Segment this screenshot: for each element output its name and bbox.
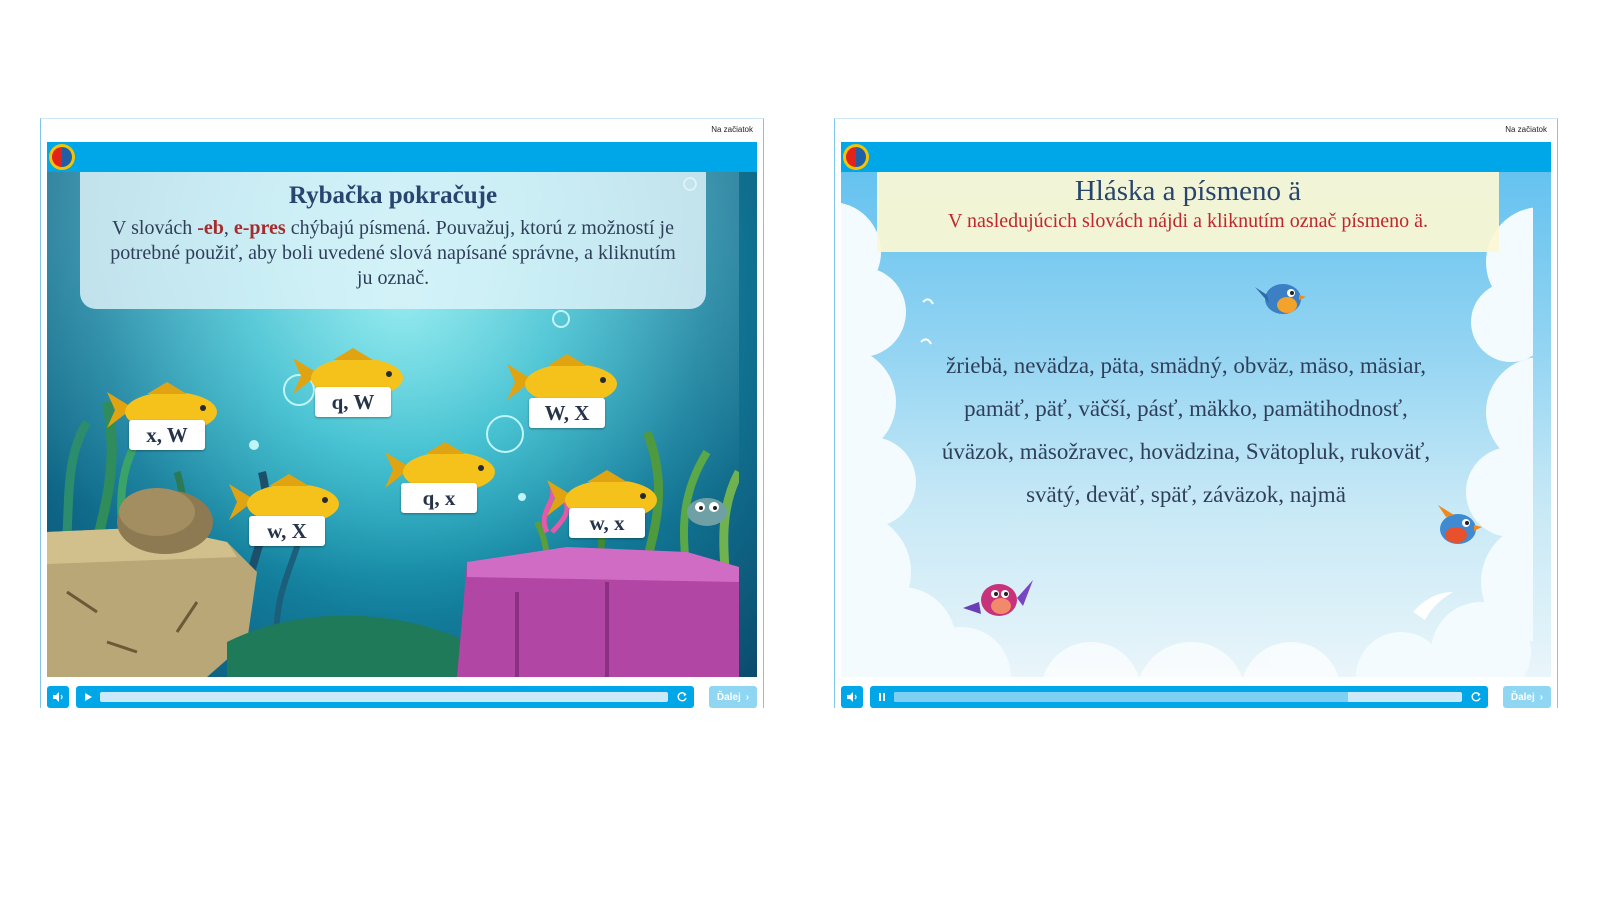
slide-title: Hláska a písmeno ä (1074, 175, 1302, 207)
logo-icon (47, 142, 77, 172)
play-icon (83, 692, 93, 702)
option-button[interactable]: w, x (569, 508, 645, 538)
pause-button[interactable] (874, 689, 890, 705)
next-label: Ďalej (716, 691, 741, 703)
word-line[interactable]: úväzok, mäsožravec, hovädzina, Svätopluk, rukoväť, (941, 439, 1431, 464)
replay-icon (676, 691, 688, 703)
word-line[interactable]: pamäť, päť, väčší, pásť, mäkko, pamätihodnosť, (964, 396, 1408, 421)
next-label: Ďalej (1510, 691, 1535, 703)
option-button[interactable]: w, X (249, 516, 325, 546)
progress-fill (894, 692, 1348, 702)
option-button[interactable]: q, x (401, 483, 477, 513)
word-line[interactable]: svätý, deväť, späť, záväzok, najmä (1026, 482, 1346, 507)
option-button[interactable]: x, W (129, 420, 205, 450)
slide-title: Rybačka pokračuje (288, 182, 498, 209)
lesson-panel-letter-a (834, 118, 1558, 708)
next-button[interactable] (709, 686, 757, 708)
next-button[interactable] (1503, 686, 1551, 708)
speaker-icon (846, 691, 858, 703)
pause-icon (877, 692, 887, 702)
progress-track[interactable] (894, 692, 1462, 702)
word-line[interactable]: žriebä, nevädza, päta, smädný, obväz, mäso, mäsiar, (946, 353, 1426, 378)
instruction-box (80, 172, 706, 309)
instruction-comma: , (223, 217, 234, 239)
instruction-post: chýbajú písmená. Pouvažuj, ktorú z možností je potrebné použiť, aby boli uvedené slová napísané správne, a kliknutím ju označ. (110, 217, 676, 289)
highlight-epres: e-pres (233, 217, 286, 239)
home-link[interactable]: Na začiatok (1505, 125, 1547, 134)
replay-button[interactable] (674, 689, 690, 705)
word-list (901, 344, 1471, 516)
media-player (76, 686, 694, 708)
play-button[interactable] (80, 689, 96, 705)
top-bar (841, 142, 1551, 172)
sound-button[interactable] (47, 686, 69, 708)
instruction-text (108, 216, 678, 291)
instruction-pre: V slovách (112, 217, 198, 239)
sky-scene (841, 172, 1551, 677)
replay-button[interactable] (1468, 689, 1484, 705)
top-bar (47, 142, 757, 172)
instruction-text: V nasledujúcich slovách nájdi a kliknutím označ písmeno ä. (947, 210, 1429, 232)
home-link[interactable]: Na začiatok (711, 125, 753, 134)
option-button[interactable]: W, X (529, 398, 605, 428)
underwater-scene (47, 172, 757, 677)
option-button[interactable]: q, W (315, 387, 391, 417)
replay-icon (1470, 691, 1482, 703)
lesson-panel-fishing (40, 118, 764, 708)
highlight-eb: -eb (197, 217, 224, 239)
control-bar (841, 686, 1551, 708)
control-bar (47, 686, 757, 708)
chevron-right-icon: › (745, 691, 750, 703)
speaker-icon (52, 691, 64, 703)
progress-track[interactable] (100, 692, 668, 702)
logo-icon (841, 142, 871, 172)
title-banner (877, 172, 1499, 252)
sound-button[interactable] (841, 686, 863, 708)
chevron-right-icon: › (1539, 691, 1544, 703)
media-player (870, 686, 1488, 708)
